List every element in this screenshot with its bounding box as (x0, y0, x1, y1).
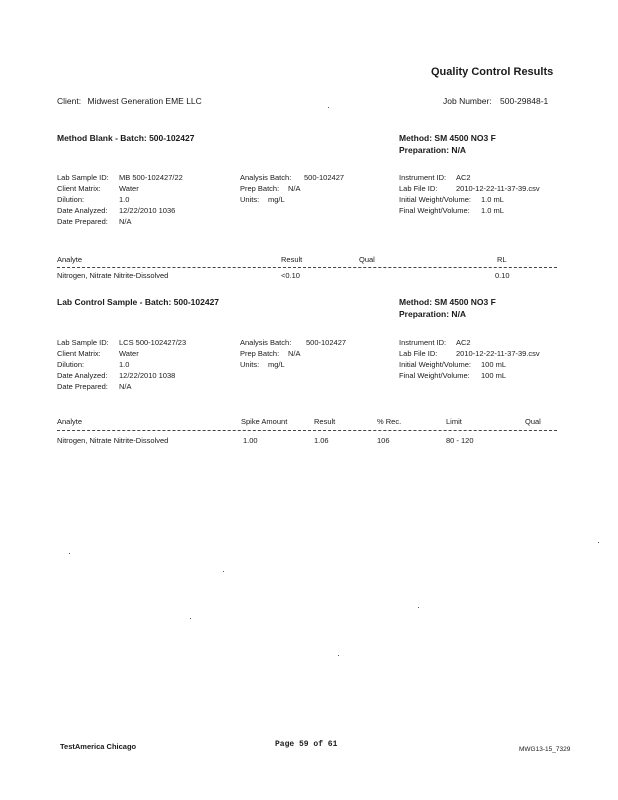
field-value: mg/L (268, 360, 285, 369)
field-label: Client Matrix: (57, 184, 101, 193)
field-value: N/A (288, 349, 301, 358)
column-header-result: Result (314, 417, 336, 426)
field-row (399, 338, 540, 347)
table-divider (57, 430, 557, 431)
client-value: Midwest Generation EME LLC (87, 96, 202, 106)
page-title: Quality Control Results (431, 66, 554, 78)
field-value: AC2 (456, 173, 471, 182)
lcs-method: Method: SM 4500 NO3 F (399, 297, 496, 307)
field-row (399, 184, 540, 193)
field-label: Instrument ID: (399, 338, 447, 347)
field-value: N/A (119, 217, 132, 226)
field-label: Dilution: (57, 195, 85, 204)
field-label: Lab Sample ID: (57, 173, 109, 182)
field-label: Prep Batch: (240, 349, 280, 358)
lcs-heading: Lab Control Sample - Batch: 500-102427 (57, 297, 220, 307)
field-value: 1.0 (119, 360, 130, 369)
field-row (57, 360, 186, 369)
field-value: AC2 (456, 338, 471, 347)
client-line (57, 96, 202, 106)
field-label: Final Weight/Volume: (399, 206, 470, 215)
field-value: Water (119, 184, 139, 193)
field-row (399, 206, 540, 215)
field-label: Instrument ID: (399, 173, 447, 182)
field-row (240, 173, 344, 182)
column-header-rec: % Rec. (377, 417, 402, 426)
field-value: 12/22/2010 1038 (119, 371, 176, 380)
lcs-right-fields (399, 338, 540, 380)
table-cell-analyte: Nitrogen, Nitrate Nitrite-Dissolved (57, 271, 169, 280)
scan-speck (338, 655, 339, 656)
field-row (240, 338, 346, 347)
field-value: 2010-12-22-11-37-39.csv (456, 349, 540, 358)
field-label: Final Weight/Volume: (399, 371, 470, 380)
field-row (399, 173, 540, 182)
field-label: Analysis Batch: (240, 173, 292, 182)
scan-speck (69, 553, 70, 554)
method-blank-preparation: Preparation: N/A (399, 145, 467, 155)
table-cell-analyte: Nitrogen, Nitrate Nitrite-Dissolved (57, 436, 169, 445)
column-header-analyte: Analyte (57, 417, 83, 426)
field-label: Lab File ID: (399, 349, 438, 358)
field-value: 100 mL (481, 360, 507, 369)
field-row (57, 184, 183, 193)
column-header-qual: Qual (359, 255, 375, 264)
field-label: Initial Weight/Volume: (399, 360, 471, 369)
field-label: Units: (240, 360, 260, 369)
field-row (399, 349, 540, 358)
field-label: Analysis Batch: (240, 338, 292, 347)
column-header-limit: Limit (446, 417, 462, 426)
table-cell-result: <0.10 (281, 271, 300, 280)
column-header-result: Result (281, 255, 303, 264)
column-header-rl: RL (497, 255, 507, 264)
lcs-preparation: Preparation: N/A (399, 309, 467, 319)
field-label: Lab Sample ID: (57, 338, 109, 347)
table-cell-spike-amount: 1.00 (243, 436, 258, 445)
field-row (57, 206, 183, 215)
field-label: Date Prepared: (57, 382, 108, 391)
table-divider (57, 267, 557, 268)
field-label: Prep Batch: (240, 184, 280, 193)
field-row (399, 371, 540, 380)
method-blank-heading: Method Blank - Batch: 500-102427 (57, 133, 195, 143)
field-value: 500-102427 (306, 338, 347, 347)
method-blank-mid-fields (240, 173, 344, 204)
column-header-spike-amount: Spike Amount (241, 417, 288, 426)
field-row (240, 360, 346, 369)
scan-speck (328, 107, 329, 108)
field-row (399, 360, 540, 369)
field-value: 1.0 mL (481, 206, 504, 215)
field-value: 500-102427 (304, 173, 345, 182)
job-number-value: 500-29848-1 (500, 96, 549, 106)
method-blank-method: Method: SM 4500 NO3 F (399, 133, 496, 143)
scan-speck (223, 571, 224, 572)
scan-speck (598, 542, 599, 543)
client-label: Client: (57, 96, 82, 106)
job-number-line (443, 96, 548, 106)
field-row (240, 184, 344, 193)
field-row (240, 195, 344, 204)
table-cell-result: 1.06 (314, 436, 329, 445)
table-cell-rl: 0.10 (495, 271, 510, 280)
field-row (399, 195, 540, 204)
field-row (57, 338, 186, 347)
field-value: 1.0 (119, 195, 130, 204)
field-label: Units: (240, 195, 260, 204)
column-header-qual: Qual (525, 417, 541, 426)
field-label: Date Prepared: (57, 217, 108, 226)
field-row (57, 382, 186, 391)
field-value: LCS 500-102427/23 (119, 338, 187, 347)
field-label: Date Analyzed: (57, 206, 108, 215)
field-row (57, 217, 183, 226)
lcs-left-fields (57, 338, 186, 391)
table-cell-rec: 106 (377, 436, 390, 445)
footer-lab-name: TestAmerica Chicago (60, 742, 137, 751)
field-label: Lab File ID: (399, 184, 438, 193)
field-row (57, 349, 186, 358)
scan-speck (418, 607, 419, 608)
table-cell-limit: 80 - 120 (446, 436, 474, 445)
method-blank-right-fields (399, 173, 540, 215)
field-label: Date Analyzed: (57, 371, 108, 380)
field-row (240, 349, 346, 358)
footer-page-number: Page 59 of 61 (275, 740, 338, 749)
field-row (57, 195, 183, 204)
column-header-analyte: Analyte (57, 255, 83, 264)
field-value: MB 500-102427/22 (119, 173, 183, 182)
field-value: 100 mL (481, 371, 507, 380)
field-value: 1.0 mL (481, 195, 504, 204)
method-blank-left-fields (57, 173, 183, 226)
field-label: Client Matrix: (57, 349, 101, 358)
field-value: mg/L (268, 195, 285, 204)
footer-document-code: MWG13-15_7329 (519, 746, 571, 753)
job-number-label: Job Number: (443, 96, 492, 106)
field-value: N/A (288, 184, 301, 193)
field-value: N/A (119, 382, 132, 391)
field-value: Water (119, 349, 139, 358)
field-row (57, 173, 183, 182)
field-label: Dilution: (57, 360, 85, 369)
field-row (57, 371, 186, 380)
field-label: Initial Weight/Volume: (399, 195, 471, 204)
lcs-mid-fields (240, 338, 346, 369)
field-value: 2010-12-22-11-37-39.csv (456, 184, 540, 193)
field-value: 12/22/2010 1036 (119, 206, 176, 215)
scan-speck (190, 618, 191, 619)
